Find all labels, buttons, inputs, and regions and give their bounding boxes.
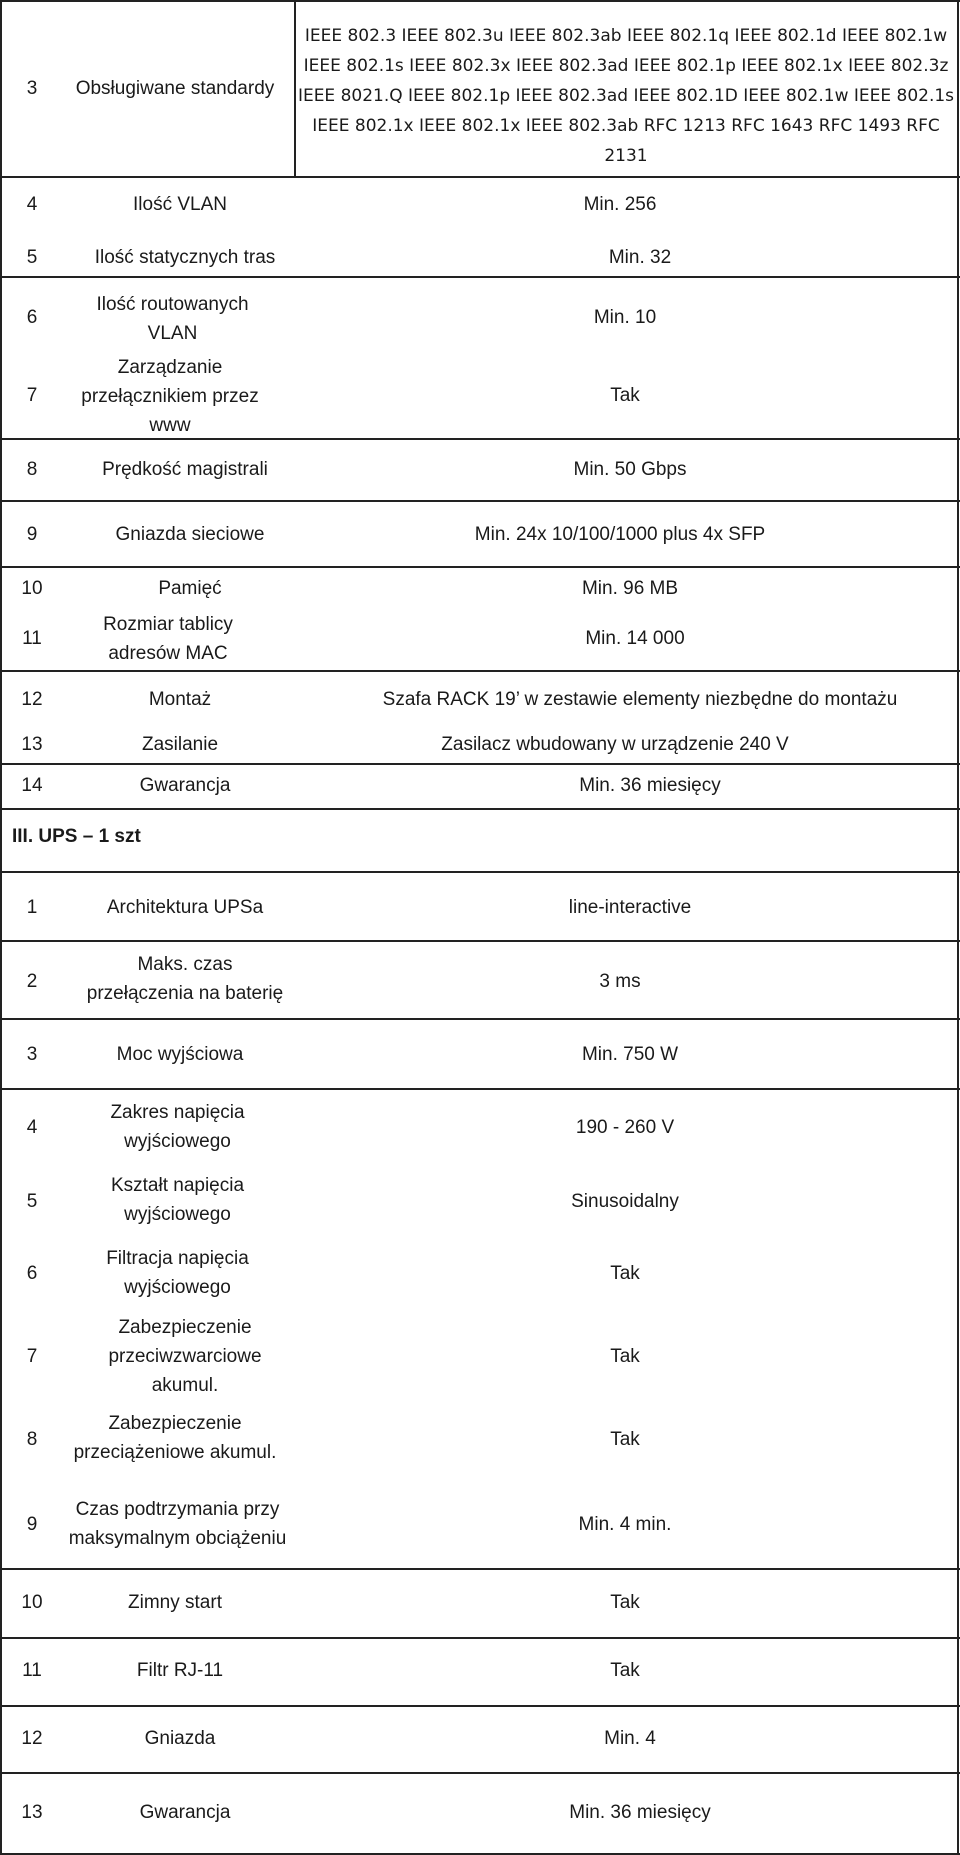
spec-value: Min. 96 MB <box>581 578 679 599</box>
row-border <box>0 500 960 502</box>
spec-label: Gniazda <box>144 1728 216 1749</box>
spec-value: Tak <box>610 1592 640 1613</box>
row-border <box>0 1637 960 1639</box>
spec-value: Min. 750 W <box>581 1044 679 1065</box>
spec-label: Czas podtrzymania przy maksymalnym obciążeniu <box>68 1498 287 1549</box>
row-number: 6 <box>26 1263 38 1284</box>
row-number: 4 <box>26 1117 38 1138</box>
row-number: 13 <box>21 734 43 755</box>
spec-label: Filtr RJ-11 <box>136 1660 224 1681</box>
row-number: 9 <box>26 1514 38 1535</box>
spec-label: Architektura UPSa <box>106 897 264 918</box>
row-number: 10 <box>21 578 43 599</box>
row-border <box>0 763 960 765</box>
spec-label: Pamięć <box>158 578 222 599</box>
section-heading: III. UPS – 1 szt <box>12 826 141 847</box>
spec-label: Zasilanie <box>141 734 219 755</box>
row-number: 11 <box>22 1660 42 1681</box>
row-border <box>0 0 960 2</box>
spec-label: Kształt napięcia wyjściowego <box>110 1175 245 1225</box>
spec-value: Tak <box>610 1346 640 1367</box>
spec-value: 190 - 260 V <box>575 1117 675 1138</box>
row-border <box>0 1018 960 1020</box>
row-number: 2 <box>26 971 38 992</box>
spec-value: IEEE 802.3 IEEE 802.3u IEEE 802.3ab IEEE 802.1q IEEE 802.1d IEEE 802.1w IEEE 802.1s IEEE 802.3x IEEE 802.3ad IEEE 802.1p IEEE 802.1x IEEE 802.3z IEEE 8021.Q IEEE 802.1p IEEE 802.3ad IEEE 802.1D IEEE 802.1w IEEE 802.1s IEEE 802.1x IEEE 802.1x IEEE 802.3ab RFC 1213 RFC 1643 RFC 1493 RFC 2131 <box>297 26 955 166</box>
spec-value: Min. 4 <box>604 1728 656 1749</box>
spec-label: Montaż <box>148 689 212 710</box>
spec-value: Min. 32 <box>608 247 672 268</box>
spec-label: Zakres napięcia wyjściowego <box>110 1102 245 1152</box>
row-border <box>0 808 960 810</box>
row-border <box>0 670 960 672</box>
spec-value: Sinusoidalny <box>571 1191 679 1212</box>
spec-value: Min. 50 Gbps <box>573 459 687 480</box>
row-border <box>0 276 960 278</box>
row-number: 8 <box>26 1429 38 1450</box>
row-number: 7 <box>26 1346 38 1367</box>
spec-value: Zasilacz wbudowany w urządzenie 240 V <box>441 734 789 755</box>
row-border <box>0 940 960 942</box>
spec-value: Tak <box>610 385 640 406</box>
spec-label: Rozmiar tablicy adresów MAC <box>103 614 233 664</box>
row-number: 7 <box>26 385 38 406</box>
spec-label: Ilość statycznych tras <box>94 247 276 268</box>
row-number: 8 <box>26 459 38 480</box>
spec-label: Zabezpieczenie przeciwzwarciowe akumul. <box>108 1317 262 1396</box>
row-number: 13 <box>21 1802 43 1823</box>
spec-value: Tak <box>610 1429 640 1450</box>
row-number: 6 <box>26 307 38 328</box>
spec-label: Gniazda sieciowe <box>115 524 265 545</box>
spec-label: Filtracja napięcia wyjściowego <box>106 1248 249 1298</box>
spec-value: Min. 36 miesięcy <box>579 775 721 796</box>
spec-label: Gwarancja <box>139 775 231 796</box>
row-border <box>0 1772 960 1774</box>
row-number: 9 <box>26 524 38 545</box>
row-number: 10 <box>21 1592 43 1613</box>
row-border <box>0 1088 960 1090</box>
spec-value: Min. 36 miesięcy <box>569 1802 711 1823</box>
row-border <box>0 1568 960 1570</box>
spec-value: Szafa RACK 19’ w zestawie elementy niezbędne do montażu <box>382 689 898 710</box>
row-number: 12 <box>21 1728 43 1749</box>
spec-label: Prędkość magistrali <box>102 459 268 480</box>
spec-label: Ilość VLAN <box>133 194 227 215</box>
spec-value: Min. 24x 10/100/1000 plus 4x SFP <box>474 524 766 545</box>
spec-label: Zimny start <box>128 1592 222 1613</box>
spec-label: Zarządzanie przełącznikiem przez www <box>81 357 259 436</box>
spec-label: Ilość routowanych VLAN <box>96 294 249 344</box>
row-number: 3 <box>26 1044 38 1065</box>
spec-value: Tak <box>610 1660 640 1681</box>
spec-value: 3 ms <box>599 971 641 992</box>
row-number: 3 <box>26 78 38 99</box>
spec-value: Min. 4 min. <box>578 1514 672 1535</box>
row-border <box>0 566 960 568</box>
row-number: 5 <box>26 247 38 268</box>
row-number: 4 <box>26 194 38 215</box>
spec-label: Moc wyjściowa <box>116 1044 244 1065</box>
table-border-left <box>0 0 2 1855</box>
spec-value: Min. 14 000 <box>585 628 685 649</box>
row-border <box>0 871 960 873</box>
spec-label: Zabezpieczenie przeciążeniowe akumul. <box>73 1413 277 1463</box>
spec-label: Maks. czas przełączenia na baterię <box>86 954 284 1004</box>
table-border-right <box>957 0 959 1855</box>
spec-label: Obsługiwane standardy <box>75 78 275 99</box>
row-number: 5 <box>26 1191 38 1212</box>
spec-value: line-interactive <box>568 897 692 918</box>
row-number: 14 <box>21 775 43 796</box>
row-border <box>0 1705 960 1707</box>
row-number: 12 <box>21 689 43 710</box>
spec-label: Gwarancja <box>139 1802 231 1823</box>
spec-value: Tak <box>610 1263 640 1284</box>
spec-value: Min. 10 <box>593 307 657 328</box>
row-border <box>0 176 960 178</box>
spec-value: Min. 256 <box>583 194 657 215</box>
row-number: 11 <box>22 628 42 649</box>
row-number: 1 <box>26 897 38 918</box>
